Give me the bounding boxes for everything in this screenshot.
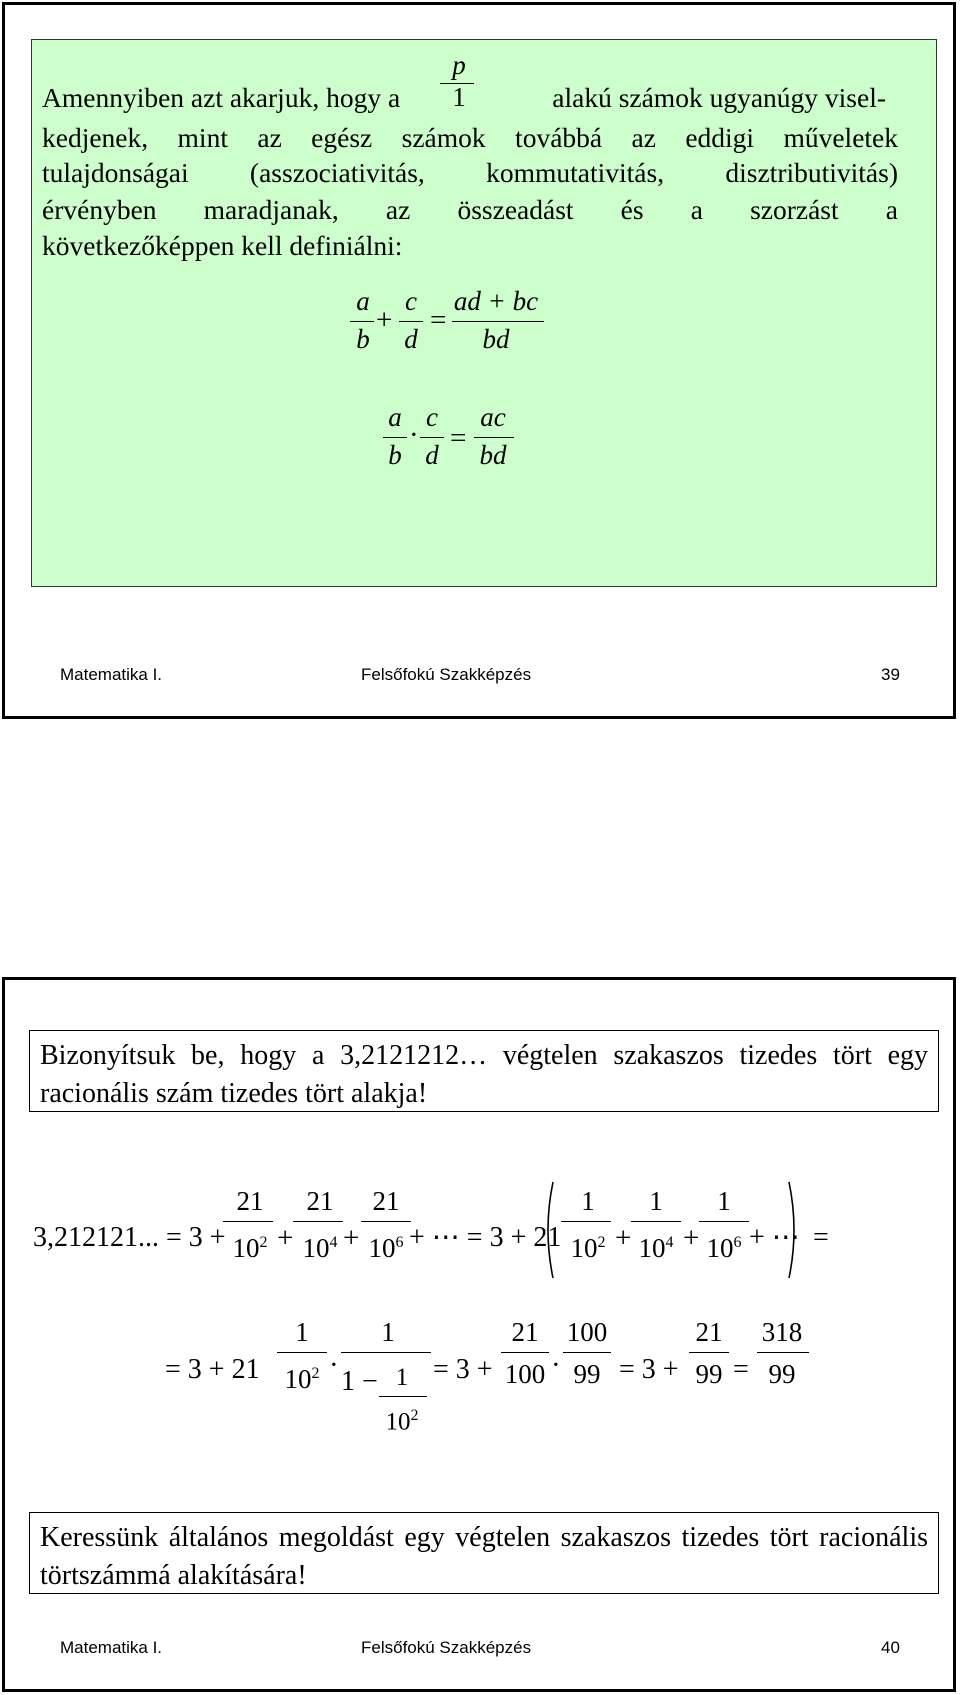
fraction-1-10-2-inner [377,1363,427,1437]
fraction-bar [563,1352,611,1353]
denominator-base: 10 [570,1233,598,1263]
denominator-base: 10 [385,1408,411,1436]
denominator: b [388,440,402,470]
numerator: ad + bc [453,286,539,316]
fraction-bar [399,321,423,322]
slide-40 [2,977,956,1692]
plus-sign: + [277,1222,294,1254]
equals-three-plus: = 3 + [619,1354,679,1385]
para-line-1 [42,78,400,118]
one-minus: 1 − [341,1366,378,1397]
numerator: c [426,402,438,432]
numerator: 1 [581,1186,595,1216]
page-number: 40 [881,1638,900,1657]
fraction-bar [383,437,407,438]
exponent: 2 [410,1407,419,1424]
plus-sign: + [343,1222,360,1254]
fraction-21-10-4 [295,1186,345,1263]
page-number: 39 [881,665,900,684]
fraction-a-b [382,402,408,470]
fraction-bar [341,1352,431,1353]
denominator-base: 10 [706,1233,734,1263]
denominator-base: 10 [284,1364,312,1394]
fraction-bar [699,1221,749,1222]
fraction-bar [452,321,544,322]
exponent: 4 [665,1234,674,1251]
numerator: 1 [717,1186,731,1216]
fraction-bar [631,1221,681,1222]
exercise-box: Keressünk általános megoldást egy végtelen szakaszos tizedes tört racionális törtszámmá alakítására! [29,1512,939,1594]
plus-sign: + [376,304,393,336]
para-text: Amennyiben azt akarjuk, hogy a [42,82,401,113]
fraction-bar [420,437,444,438]
numerator: a [356,286,370,316]
denominator: d [404,324,418,354]
numerator: 21 [695,1317,723,1347]
exponent: 2 [311,1365,320,1382]
numerator: 1 [649,1186,663,1216]
fraction-bar [223,1221,273,1222]
fraction-ad-bc [450,286,542,354]
denominator: b [356,324,370,354]
fraction-denominator: 1 [452,82,466,112]
numerator: a [388,402,402,432]
slide-39 [2,2,956,719]
dot-sign: · [329,1349,339,1381]
task-box: Bizonyítsuk be, hogy a 3,2121212… végtelen szakaszos tizedes tört egy racionális szám tizedes tört alakja! [29,1030,939,1112]
para-line-2: kedjenek, mint az egész számok továbbá az eddigi műveletek [42,122,898,153]
footer-left: Matematika I. [60,1638,163,1657]
fraction-bar [689,1352,729,1353]
equals-three-plus: = 3 + [433,1354,493,1385]
dot-sign: · [409,419,419,451]
denominator: 99 [573,1359,601,1389]
numerator: 21 [306,1186,334,1216]
denominator: d [425,440,439,470]
para-line-4: érvényben maradjanak, az összeadást és a szorzást a [42,194,898,225]
denominator: bd [479,440,507,470]
denominator: bd [482,324,510,354]
exponent: 2 [259,1234,268,1251]
right-paren [787,1180,801,1280]
fraction-318-99 [757,1317,807,1389]
denominator-base: 10 [638,1233,666,1263]
fraction-c-d [419,402,445,470]
exponent: 4 [329,1234,338,1251]
fraction-c-d [398,286,424,354]
equation-middle: + ⋯ = 3 + 21 [409,1222,562,1253]
fraction-1-10-6 [699,1186,749,1263]
denominator-base: 10 [302,1233,330,1263]
fraction-bar [757,1352,809,1353]
para-line-5: következőképpen kell definiálni: [42,230,403,261]
denominator: 99 [768,1359,796,1389]
fraction-bar [440,83,474,84]
footer-center: Felsőfokú Szakképzés [361,665,532,684]
equation-start: = 3 + 21 [165,1354,260,1385]
ellipsis: + ⋯ [749,1222,800,1253]
denominator: 99 [695,1359,723,1389]
equals-sign: = [450,422,467,454]
fraction-bar [361,1221,411,1222]
denominator-base: 10 [232,1233,260,1263]
fraction-a-b [350,286,376,354]
exponent: 6 [733,1234,742,1251]
numerator: 21 [511,1317,539,1347]
para-text: alakú számok ugyanúgy visel- [552,82,886,113]
numerator: 318 [761,1317,803,1347]
definition-panel [31,39,937,587]
fraction-21-10-2 [225,1186,275,1263]
numerator: 21 [236,1186,264,1216]
fraction-bar [350,321,374,322]
fraction-21-99 [689,1317,729,1389]
fraction-100-99 [563,1317,611,1389]
exponent: 6 [395,1234,404,1251]
numerator: 1 [381,1317,395,1347]
exponent: 2 [597,1234,606,1251]
fraction-numerator: p [452,50,466,80]
fraction-21-100 [501,1317,549,1389]
denominator-base: 10 [368,1233,396,1263]
numerator: 100 [566,1317,608,1347]
equals-sign: = [733,1354,749,1385]
numerator: c [405,286,417,316]
footer-left: Matematika I. [60,665,163,684]
numerator: ac [480,402,506,432]
fraction-bar [474,437,514,438]
fraction-1-over-1-minus [345,1317,431,1347]
fraction-bar [561,1221,611,1222]
equation-lhs: 3,212121... = 3 + [33,1222,226,1253]
footer-center: Felsőfokú Szakképzés [361,1638,532,1657]
para-line-3: tulajdonságai (asszociativitás, kommutativitás, disztributivitás) [42,157,898,188]
dot-sign: · [551,1349,561,1381]
fraction-1-10-2 [277,1317,327,1394]
equals-sign: = [430,304,447,336]
plus-sign: + [615,1222,632,1254]
numerator: 1 [395,1364,409,1391]
p-over-1-fraction [444,50,474,112]
para-line-1b [480,78,886,118]
fraction-bar [293,1221,343,1222]
fraction-1-10-2 [563,1186,613,1263]
fraction-bar [501,1352,549,1353]
fraction-1-10-4 [631,1186,681,1263]
equals-sign: = [813,1222,829,1253]
fraction-bar [277,1352,327,1353]
fraction-bar [379,1396,427,1397]
numerator: 1 [295,1317,309,1347]
denominator: 100 [504,1359,546,1389]
fraction-21-10-6 [361,1186,411,1263]
plus-sign: + [683,1222,700,1254]
numerator: 21 [372,1186,400,1216]
left-paren [541,1180,555,1280]
fraction-ac-bd [472,402,514,470]
